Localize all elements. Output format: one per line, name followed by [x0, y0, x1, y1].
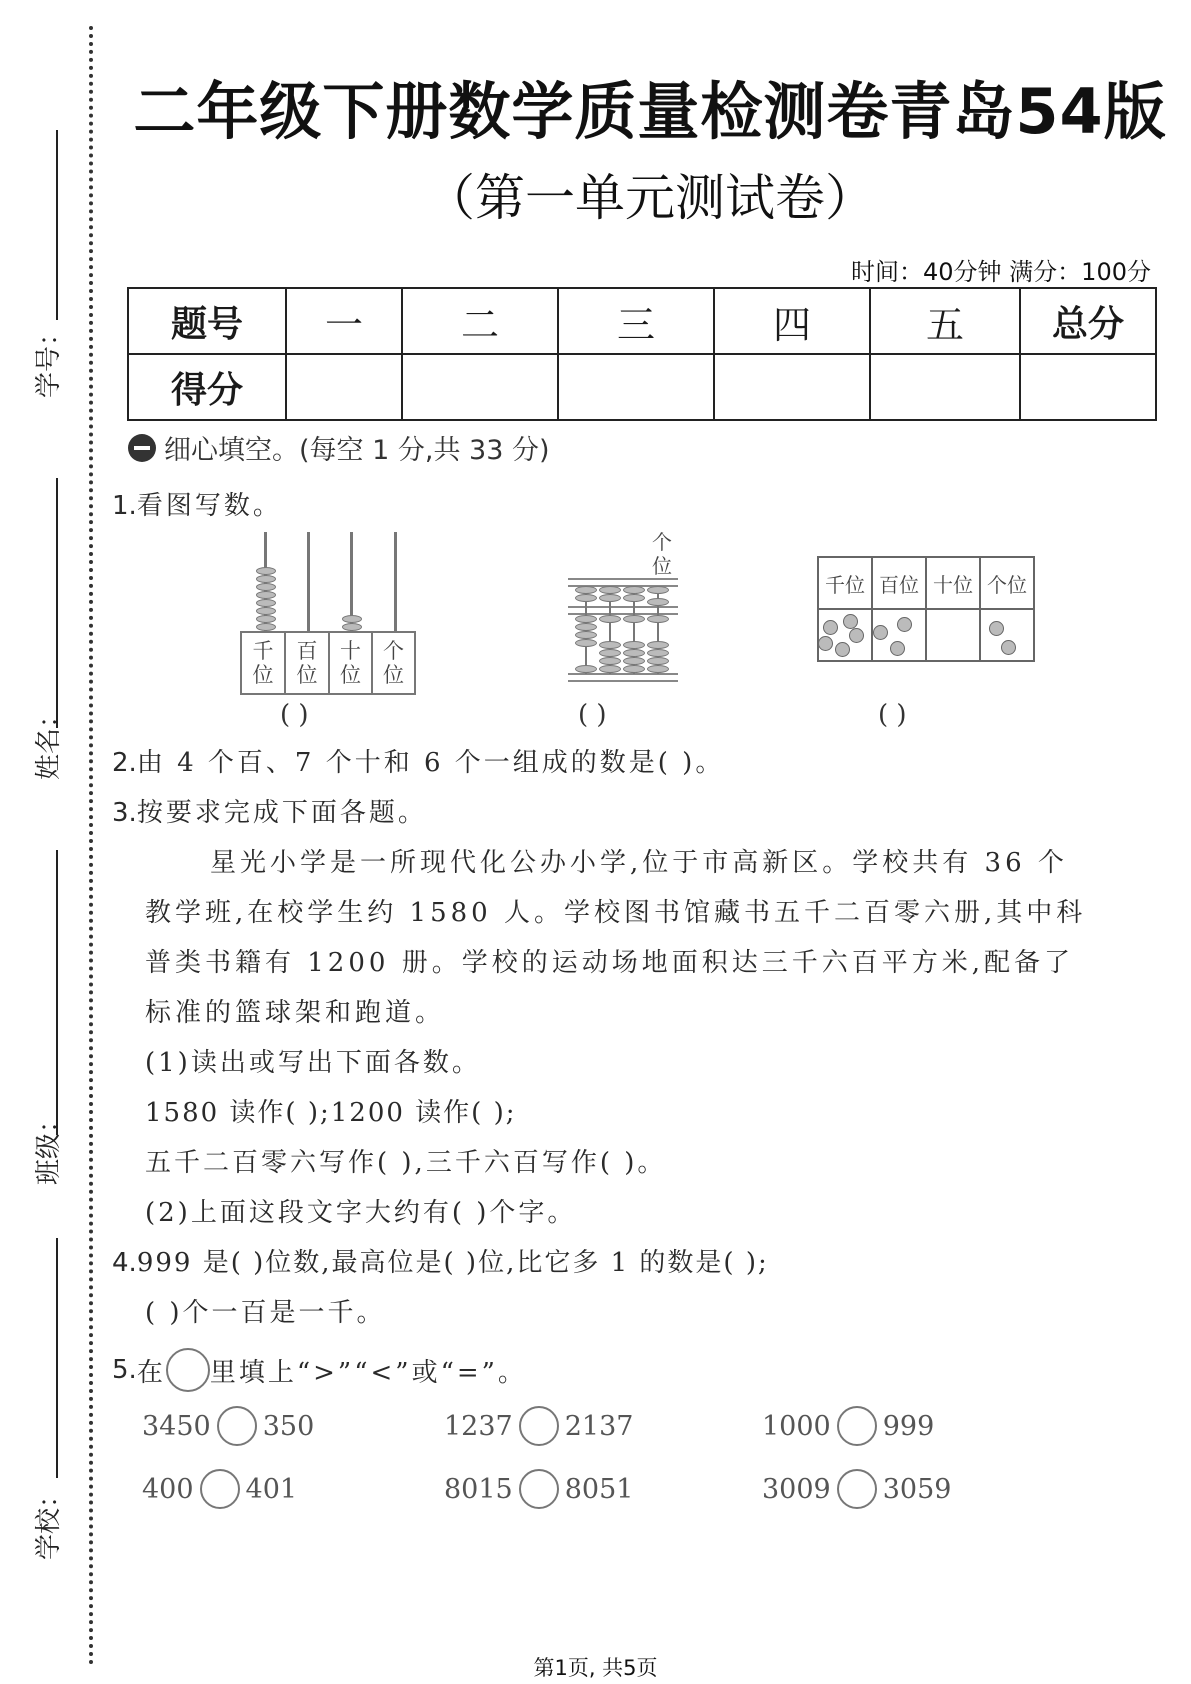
exam-meta: 时间：40分钟 满分：100分	[851, 258, 1151, 286]
class-label: 班级：	[34, 1106, 64, 1185]
student-id-line[interactable]	[56, 130, 58, 320]
question-1: 1.看图写数。	[112, 491, 282, 521]
comparison-item: 1237 2137	[444, 1406, 633, 1446]
suanpan-bead	[647, 598, 669, 606]
suanpan-bead	[623, 615, 645, 623]
score-input-cell[interactable]	[558, 354, 714, 420]
abacus-bead	[256, 591, 276, 599]
counter-dot	[849, 628, 864, 643]
suanpan-bead	[623, 641, 645, 649]
suanpan-ones-label: 个位	[652, 530, 672, 578]
abacus-bead	[256, 607, 276, 615]
comparison-circle[interactable]	[837, 1469, 877, 1509]
comparison-circle[interactable]	[217, 1406, 257, 1446]
score-header-cell: 二	[402, 288, 558, 354]
counter-dot	[1001, 640, 1016, 655]
page-title: 二年级下册数学质量检测卷青岛54版	[133, 75, 1167, 148]
abacus-rod	[394, 532, 397, 632]
section-title: 细心填空。(每空 1 分,共 33 分)	[164, 435, 550, 466]
name-label: 姓名：	[34, 701, 64, 780]
passage-line: 普类书籍有 1200 册。学校的运动场地面积达三千六百平方米,配备了	[145, 948, 1074, 978]
school-label: 学校：	[34, 1481, 64, 1560]
score-header-cell: 总分	[1020, 288, 1156, 354]
score-input-cell[interactable]	[286, 354, 402, 420]
suanpan-bead	[599, 641, 621, 649]
question-5: 5. 在 里填上“>”“<”或“=”。	[112, 1348, 527, 1392]
score-header-cell: 三	[558, 288, 714, 354]
page-subtitle: （第一单元测试卷）	[425, 169, 875, 227]
comparison-item: 1000 999	[762, 1406, 934, 1446]
suanpan-bead	[623, 594, 645, 602]
score-header-cell: 五	[870, 288, 1020, 354]
place-label-thousands: 千 位	[242, 633, 286, 693]
answer-blank-3[interactable]: ( )	[878, 700, 907, 730]
suanpan-bead	[647, 586, 669, 594]
suanpan-bead	[647, 649, 669, 657]
passage-line: 教学班,在校学生约 1580 人。学校图书馆藏书五千二百零六册,其中科	[145, 898, 1087, 928]
score-header-cell: 一	[286, 288, 402, 354]
suanpan-bead	[599, 665, 621, 673]
suanpan-frame	[568, 680, 678, 682]
counter-dot	[835, 642, 850, 657]
section-heading	[128, 428, 550, 467]
counter-dot	[890, 641, 905, 656]
question-4[interactable]: 4.999 是( )位数,最高位是( )位,比它多 1 的数是( );	[112, 1248, 769, 1278]
abacus-bead	[342, 615, 362, 623]
score-table	[127, 287, 1157, 421]
suanpan-bead	[575, 623, 597, 631]
place-label-tens: 十 位	[330, 633, 373, 693]
suanpan-bead	[599, 615, 621, 623]
score-value-row	[128, 354, 1156, 420]
suanpan-bead	[623, 586, 645, 594]
abacus-bead	[256, 599, 276, 607]
comparison-item: 400 401	[142, 1469, 297, 1509]
suanpan-bead	[623, 657, 645, 665]
score-input-cell[interactable]	[402, 354, 558, 420]
answer-blank-1[interactable]: ( )	[280, 700, 309, 730]
suanpan-bead	[599, 657, 621, 665]
counter-dot	[873, 625, 888, 640]
circle-symbol-icon	[166, 1348, 210, 1392]
place-value-labels	[240, 631, 416, 695]
page-number: 第1页, 共5页	[533, 1656, 658, 1680]
counter-dot	[843, 614, 858, 629]
comparison-circle[interactable]	[837, 1406, 877, 1446]
abacus-bead	[256, 575, 276, 583]
q3-sub1-line1[interactable]: 1580 读作( );1200 读作( );	[145, 1098, 517, 1128]
suanpan-bead	[599, 594, 621, 602]
suanpan-bead	[599, 586, 621, 594]
suanpan-bead	[647, 657, 669, 665]
abacus-rod	[307, 532, 310, 632]
counter-header: 个位	[980, 557, 1034, 609]
binding-dashed-line	[89, 26, 93, 1666]
comparison-circle[interactable]	[200, 1469, 240, 1509]
suanpan-bead	[575, 594, 597, 602]
suanpan-bead	[575, 631, 597, 639]
suanpan-frame	[568, 578, 678, 580]
comparison-item: 8015 8051	[444, 1469, 633, 1509]
suanpan-bead	[575, 586, 597, 594]
comparison-item: 3450 350	[142, 1406, 314, 1446]
counter-header: 百位	[872, 557, 926, 609]
counter-dot	[897, 617, 912, 632]
score-input-cell[interactable]	[1020, 354, 1156, 420]
suanpan-bead	[575, 665, 597, 673]
suanpan-bead	[647, 641, 669, 649]
score-header-row	[128, 288, 1156, 354]
class-line[interactable]	[56, 850, 58, 1135]
place-label-hundreds: 百 位	[286, 633, 330, 693]
passage-line: 星光小学是一所现代化公办小学,位于市高新区。学校共有 36 个	[210, 848, 1068, 878]
place-label-ones: 个 位	[383, 638, 404, 687]
suanpan-bead	[623, 649, 645, 657]
comparison-circle[interactable]	[519, 1469, 559, 1509]
suanpan-bead	[623, 665, 645, 673]
abacus-bead	[342, 623, 362, 631]
section-number-icon	[128, 434, 156, 462]
suanpan-bead	[599, 649, 621, 657]
answer-blank-2[interactable]: ( )	[578, 700, 607, 730]
q3-sub1-title: (1)读出或写出下面各数。	[145, 1048, 481, 1078]
counter-dot	[823, 620, 838, 635]
counter-header: 十位	[926, 557, 980, 609]
question-4-line2[interactable]: ( )个一百是一千。	[145, 1298, 386, 1328]
passage-line: 标准的篮球架和跑道。	[145, 998, 446, 1028]
suanpan-bead	[647, 665, 669, 673]
counter-header: 千位	[818, 557, 872, 609]
score-input-cell[interactable]	[714, 354, 870, 420]
school-line[interactable]	[56, 1238, 58, 1478]
counter-dot	[818, 636, 833, 651]
q3-sub2[interactable]: (2)上面这段文字大约有( )个字。	[145, 1198, 577, 1228]
comparison-circle[interactable]	[519, 1406, 559, 1446]
student-id-label: 学号：	[34, 319, 64, 398]
name-line[interactable]	[56, 478, 58, 728]
suanpan-bead	[575, 615, 597, 623]
suanpan-bead	[575, 639, 597, 647]
question-2: 2.由 4 个百、7 个十和 6 个一组成的数是( )。	[112, 748, 725, 778]
counter-cell-tens	[926, 609, 980, 661]
counter-dot	[989, 621, 1004, 636]
score-header-cell: 四	[714, 288, 870, 354]
abacus-bead	[256, 615, 276, 623]
abacus-bead	[256, 567, 276, 575]
comparison-item: 3009 3059	[762, 1469, 951, 1509]
q3-sub1-line2[interactable]: 五千二百零六写作( ),三千六百写作( )。	[145, 1148, 667, 1178]
question-3: 3.按要求完成下面各题。	[112, 798, 427, 828]
score-row-label: 得分	[128, 354, 286, 420]
suanpan-bead	[647, 615, 669, 623]
abacus-bead	[256, 583, 276, 591]
score-header-cell: 题号	[128, 288, 286, 354]
abacus-bead	[256, 623, 276, 631]
score-input-cell[interactable]	[870, 354, 1020, 420]
